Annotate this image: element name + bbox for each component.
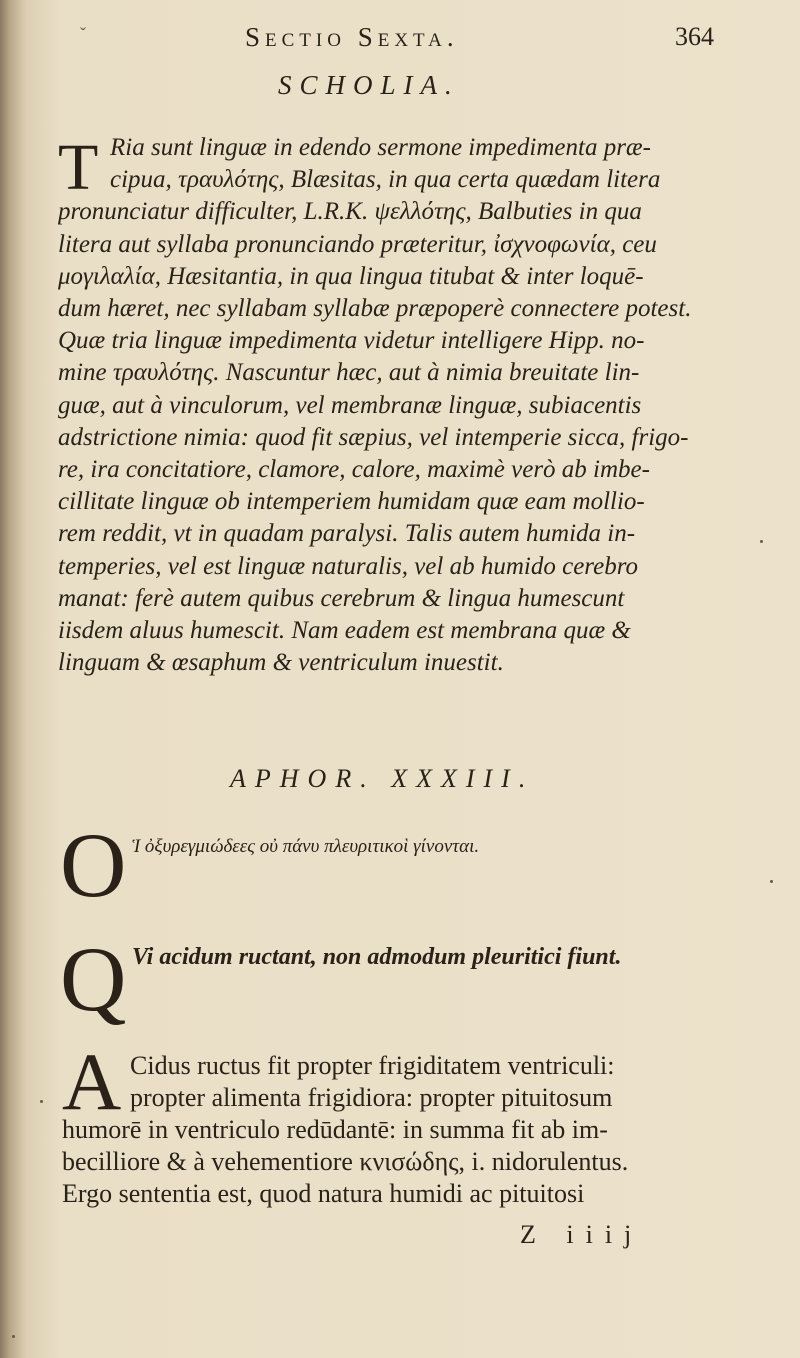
commentary-text	[62, 1050, 782, 1210]
text-line: cipua, τραυλότης, Blæsitas, in qua certa quædam litera	[110, 166, 661, 194]
text-line: dum hæret, nec syllabam syllabæ præpoperè connectere potest.	[58, 295, 692, 323]
text-line: manat: ferè autem quibus cerebrum & lingua humescunt	[58, 584, 625, 612]
text-line: linguam & œsaphum & ventriculum inuestit.	[58, 649, 504, 677]
text-line: re, ira concitatiore, clamore, calore, maximè verò ab imbe-	[58, 456, 650, 484]
text-line: μογιλαλία, Hæsitantia, in qua lingua titubat & inter loquē-	[58, 262, 644, 290]
signature-mark: Z iiij	[520, 1220, 644, 1249]
margin-tick: ˇ	[80, 24, 86, 44]
gutter-shadow	[0, 40, 14, 1320]
text-line: humorē in ventriculo redūdantē: in summa fit ab im-	[62, 1115, 608, 1144]
text-line: becilliore & à vehementiore κνισώδης, i. nidorulentus.	[62, 1147, 629, 1176]
text-line: pronunciatur difficulter, L.R.K. ψελλότης, Balbuties in qua	[58, 198, 642, 226]
latin-aphorism: Vi acidum ructant, non admodum pleuritici fiunt.	[132, 944, 622, 970]
text-line: Ria sunt linguæ in edendo sermone impedimenta præ-	[110, 134, 651, 161]
text-line: Quæ tria linguæ impedimenta videtur intelligere Hipp. no-	[58, 327, 645, 355]
running-header	[245, 22, 725, 62]
text-line: propter alimenta frigidiora: propter pituitosum	[130, 1083, 613, 1112]
drop-cap-q: Q	[60, 928, 127, 1030]
greek-aphorism: Ἱ ὀξυρεγμιώδεες οὐ πάνυ πλευριτικοὶ γίνονται.	[132, 836, 480, 857]
text-line: guæ, aut à vinculorum, vel membranæ linguæ, subiacentis	[58, 391, 642, 419]
running-title: Sectio Sexta.	[245, 22, 459, 52]
scholia-text	[58, 132, 738, 679]
scholia-title: SCHOLIA.	[278, 70, 460, 100]
text-line: cillitate linguæ ob intemperiem humidam quæ eam mollio-	[58, 488, 645, 516]
text-line: temperies, vel est linguæ naturalis, vel ab humido cerebro	[58, 552, 638, 580]
text-line: iisdem aluus humescit. Nam eadem est membrana quæ &	[58, 617, 631, 645]
text-line: Ergo sententia est, quod natura humidi ac pituitosi	[62, 1179, 585, 1208]
text-line: mine τραυλότης. Nascuntur hæc, aut à nimia breuitate lin-	[58, 359, 640, 387]
aphorism-title: APHOR. XXXIII.	[230, 764, 535, 793]
page-number: 364	[675, 22, 714, 51]
text-line: adstrictione nimia: quod fit sæpius, vel intemperie sicca, frigo-	[58, 423, 689, 451]
drop-cap-o: O	[60, 814, 127, 916]
text-line: Cidus ructus fit propter frigiditatem ventriculi:	[130, 1051, 615, 1080]
text-line: rem reddit, vt in quadam paralysi. Talis autem humida in-	[58, 520, 636, 548]
drop-cap-a: A	[62, 1036, 122, 1127]
drop-cap-t: T	[58, 131, 99, 204]
text-line: litera aut syllaba pronunciando præteritur, ἰσχνοφωνία, ceu	[58, 230, 657, 258]
